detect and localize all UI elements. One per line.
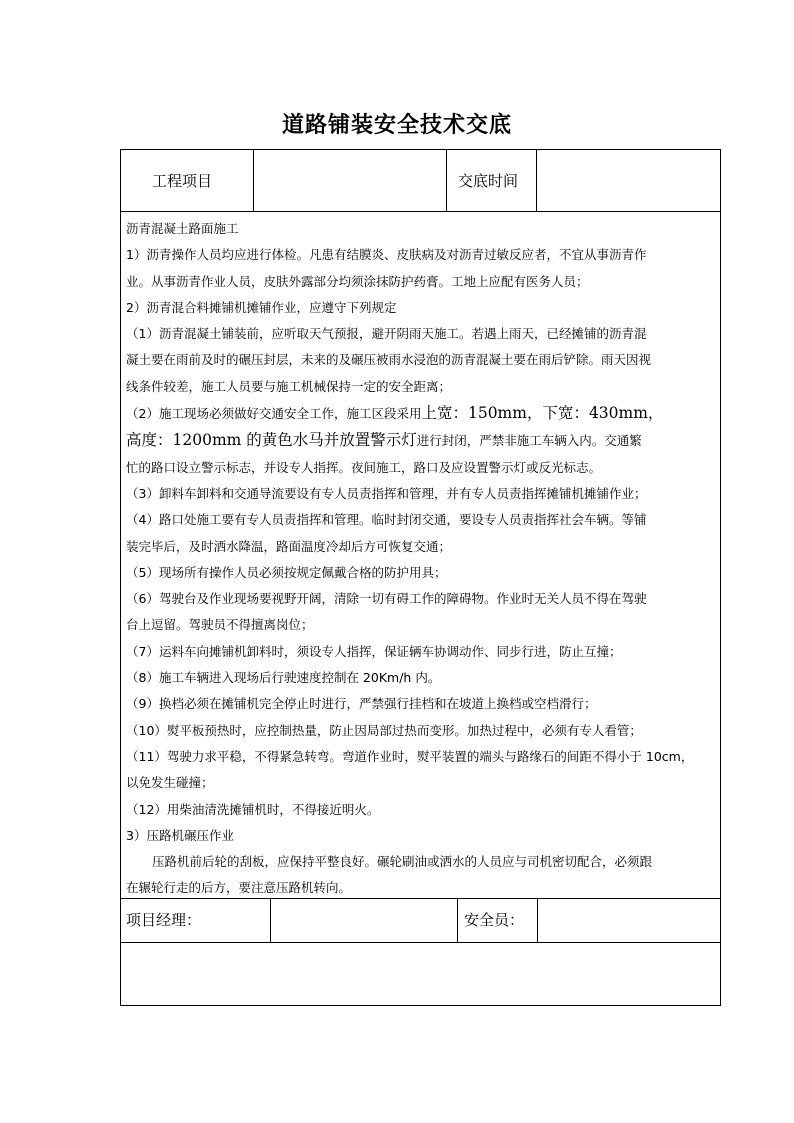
- blank-signature-area: [121, 943, 720, 1005]
- content-line: （4）路口处施工要有专人员责指挥和管理。临时封闭交通，要设专人员责指挥社会车辆。等铺: [126, 512, 647, 528]
- content-line: （9）换档必须在摊铺机完全停止时进行，严禁强行挂档和在坡道上换档或空档滑行；: [126, 696, 597, 712]
- content-line: （5）现场所有操作人员必须按规定佩戴合格的防护用具；: [126, 564, 447, 580]
- project-manager-label: 项目经理：: [126, 911, 202, 929]
- content-line-part: （2）施工现场必须做好交通安全工作，施工区段采用: [126, 406, 422, 422]
- content-line: （1）沥青混凝土铺装前，应听取天气预报，避开阴雨天施工。若遇上雨天，已经摊铺的沥青混: [126, 326, 647, 342]
- content-line-part: 进行封闭，严禁非施工车辆入内。交通繁: [416, 433, 642, 449]
- content-line: （8）施工车辆进入现场后行驶速度控制在 20Km/h 内。: [126, 670, 441, 686]
- content-line: 沥青混凝土路面施工: [126, 221, 239, 236]
- content-line: 业。从事沥青作业人员，皮肤外露部分均须涂抹防护药膏。工地上应配有医务人员；: [126, 273, 589, 289]
- content-line: 忙的路口设立警示标志，并设专人指挥。夜间施工，路口及应设置警示灯或反光标志。: [126, 459, 602, 475]
- footer-col-divider-3: [537, 898, 538, 942]
- footer-col-divider-2: [457, 898, 458, 942]
- content-line: 凝土要在雨前及时的碾压封层，未来的及碾压被雨水浸泡的沥青混凝土要在雨后铲除。雨天因视: [126, 352, 652, 368]
- header-col-divider-3: [536, 149, 537, 211]
- content-line: （11）驾驶力求平稳，不得紧急转弯。弯道作业时，熨平装置的端头与路缘石的间距不得小于 10cm，: [126, 748, 694, 764]
- content-line: 以免发生碰撞；: [126, 775, 214, 791]
- barrier-height: 高度：1200mm 的黄色水马并放置警示灯: [126, 431, 417, 450]
- header-col-divider-2: [446, 149, 447, 211]
- content-line: 3）压路机碾压作业: [126, 827, 234, 843]
- content-bottom-divider: [120, 898, 721, 899]
- content-line: [126, 427, 716, 454]
- disclosure-time-label: 交底时间: [458, 172, 519, 190]
- content-line: （6）驾驶台及作业现场要视野开阔，清除一切有碍工作的障碍物。作业时无关人员不得在驾驶: [126, 591, 647, 607]
- footer-col-divider-1: [270, 898, 271, 942]
- content-line: 在辗轮行走的后方，要注意压路机转向。: [126, 880, 352, 896]
- content-line: 1）沥青操作人员均应进行体检。凡患有结膜炎、皮肤病及对沥青过敏反应者，不宜从事沥青作: [126, 247, 647, 263]
- content-line: 2）沥青混合料摊铺机摊铺作业，应遵守下列规定: [126, 299, 397, 315]
- document-title: 道路铺装安全技术交底: [281, 112, 512, 138]
- header-row-divider: [120, 211, 721, 212]
- content-line: 装完毕后，及时洒水降温，路面温度冷却后方可恢复交通；: [126, 538, 452, 554]
- content-line: （7）运料车向摊铺机卸料时，须设专人指挥，保证辆车协调动作、同步行进，防止互撞；: [126, 643, 622, 659]
- content-line: （3）卸料车卸料和交通导流要设有专人员责指挥和管理，并有专人员责指挥摊铺机摊铺作业；: [126, 485, 647, 501]
- project-label: 工程项目: [152, 172, 213, 190]
- header-col-divider-1: [253, 149, 254, 211]
- content-line: 压路机前后轮的刮板，应保持平整良好。碾轮刷油或洒水的人员应与司机密切配合，必须跟: [152, 854, 653, 870]
- safety-officer-label: 安全员：: [464, 911, 525, 929]
- content-line: 台上逗留。驾驶员不得擅离岗位；: [126, 617, 314, 633]
- content-line: （12）用柴油清洗摊铺机时，不得接近明火。: [126, 801, 380, 817]
- content-line: [126, 400, 716, 427]
- content-line: （10）熨平板预热时，应控制热量，防止因局部过热而变形。加热过程中，必须有专人看管；: [126, 722, 642, 738]
- barrier-dimensions: 上宽：150mm，下宽：430mm，: [421, 404, 664, 423]
- disclosure-content: [126, 216, 716, 902]
- content-line: 线条件较差，施工人员要与施工机械保持一定的安全距离；: [126, 378, 452, 394]
